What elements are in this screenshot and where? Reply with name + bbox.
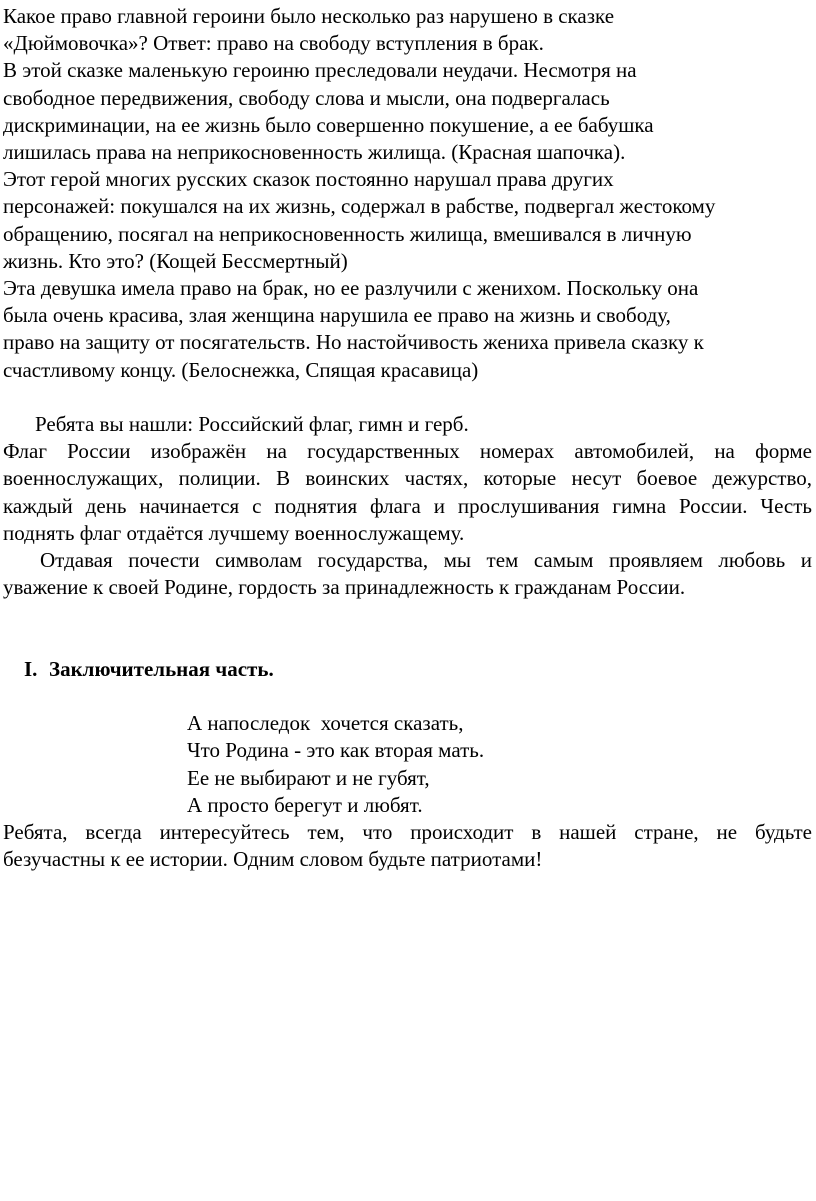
text-line: каждый день начинается с поднятия флага и прослушивания гимна России. Честь (3, 493, 812, 518)
paragraph-koschei (3, 166, 812, 275)
text-line: Ребята вы нашли: Российский флаг, гимн и герб. (35, 412, 469, 437)
poem-line: А просто берегут и любят. (187, 792, 423, 817)
heading-numeral: I. (24, 656, 38, 681)
text-line: Какое право главной героини было несколько раз нарушено в сказке (3, 4, 615, 28)
text-line: обращению, посягал на неприкосновенность жилища, вмешивался в личную (3, 221, 692, 246)
paragraph-red-riding-hood (3, 57, 812, 166)
heading-label: Заключительная часть. (49, 656, 274, 681)
poem (187, 710, 812, 819)
text-line: Ребята, всегда интересуйтесь тем, что происходит в нашей стране, не будьте (3, 820, 812, 845)
text-line: Отдавая почести символам государства, мы тем самым проявляем любовь и (40, 548, 812, 573)
text-line: лишилась права на неприкосновенность жилища. (Красная шапочка). (3, 140, 626, 165)
text-line: Этот герой многих русских сказок постоянно нарушал права других (3, 167, 614, 192)
text-line: безучастны к ее истории. Одним словом будьте патриотами! (3, 847, 543, 872)
paragraph-symbols-found (3, 411, 812, 438)
text-line: счастливому концу. (Белоснежка, Спящая красавица) (3, 357, 479, 382)
text-line: Флаг России изображён на государственных номерах автомобилей, на форме (3, 439, 812, 464)
text-line: Эта девушка имела право на брак, но ее разлучили с женихом. Поскольку она (3, 276, 699, 301)
text-line: персонажей: покушался на их жизнь, содержал в рабстве, подвергал жестокому (3, 194, 716, 219)
text-line: «Дюймовочка»? Ответ: право на свободу вступления в брак. (3, 31, 544, 56)
blank-line (3, 384, 812, 411)
paragraph-patriots (3, 819, 812, 873)
text-line: В этой сказке маленькую героиню преследовали неудачи. Несмотря на (3, 58, 637, 83)
poem-line: Ее не выбирают и не губят, (187, 765, 430, 790)
section-heading (3, 629, 812, 711)
text-line: жизнь. Кто это? (Кощей Бессмертный) (3, 248, 348, 273)
text-line: свободное передвижения, свободу слова и мысли, она подвергалась (3, 85, 610, 110)
paragraph-flag (3, 438, 812, 547)
poem-line: Что Родина - это как вторая мать. (187, 738, 485, 763)
text-line: военнослужащих, полиции. В воинских частях, которые несут боевое дежурство, (3, 466, 812, 491)
blank-line (3, 601, 812, 628)
text-line: уважение к своей Родине, гордость за принадлежность к гражданам России. (3, 575, 686, 600)
paragraph-honors (3, 547, 812, 601)
text-line: дискриминации, на ее жизнь было совершенно покушение, а ее бабушка (3, 112, 654, 137)
text-line: право на защиту от посягательств. Но настойчивость жениха привела сказку к (3, 330, 704, 355)
poem-line: А напоследок хочется сказать, (187, 711, 464, 736)
paragraph-snow-white (3, 275, 812, 384)
text-line: поднять флаг отдаётся лучшему военнослужащему. (3, 520, 465, 545)
paragraph-thumbelina (3, 3, 812, 57)
text-line: была очень красива, злая женщина нарушила ее право на жизнь и свободу, (3, 303, 671, 328)
